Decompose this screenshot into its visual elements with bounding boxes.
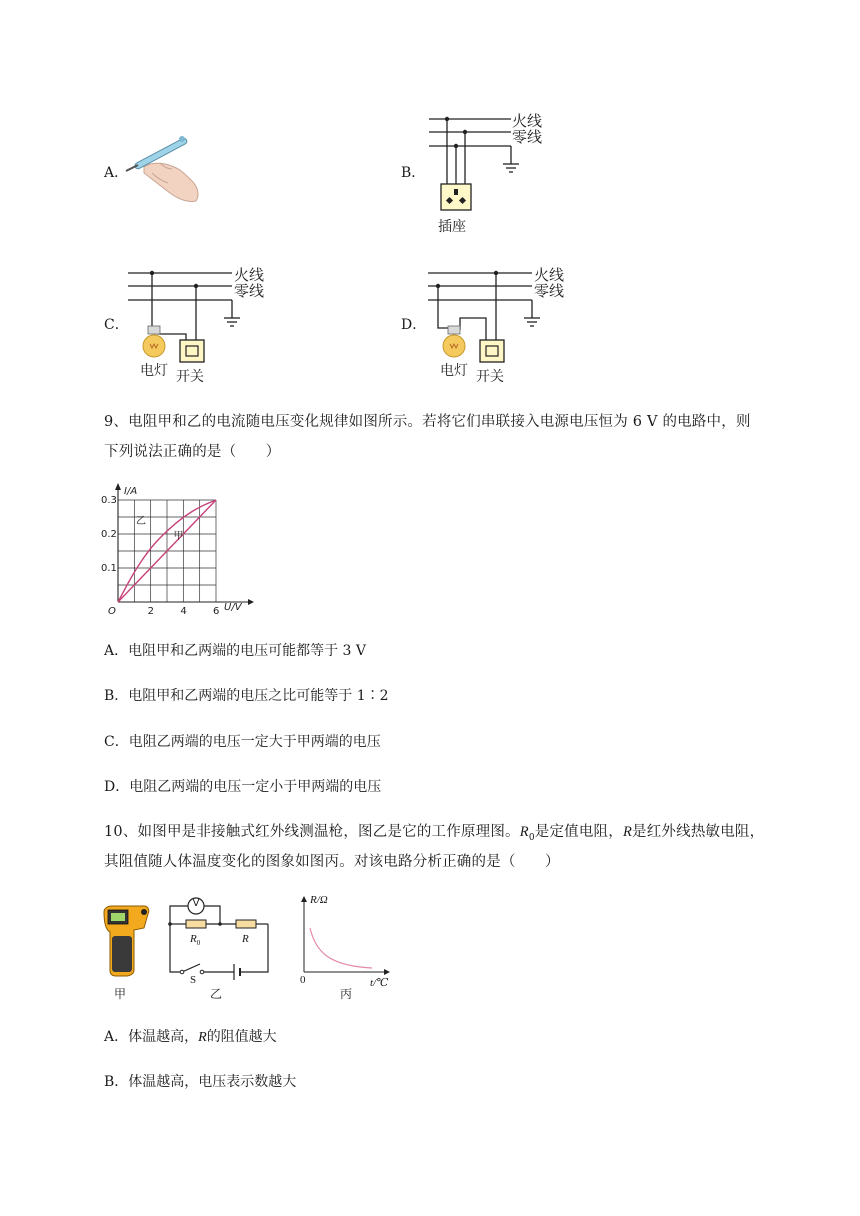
y-tick-label: 0.1	[101, 563, 117, 574]
x-tick-label: 4	[180, 606, 187, 615]
thermometer-circuit-diagram	[164, 892, 276, 984]
y-tick-label: 0.3	[101, 495, 117, 506]
x-tick-label: 6	[213, 606, 220, 615]
question-10-line2: 其阻值随人体温度变化的图象如图丙。对该电路分析正确的是（ ）	[104, 854, 560, 870]
r-axis-label: R/Ω	[310, 894, 328, 906]
x-tick-label: 2	[147, 606, 155, 615]
test-pen-hand-image	[122, 133, 206, 205]
live-wire-label: 火线	[234, 266, 265, 284]
question-9-line2: 下列说法正确的是（ ）	[104, 444, 281, 460]
voltmeter-label: V	[192, 898, 200, 909]
t-axis-label: t/℃	[370, 977, 389, 989]
q9-option-b: B．电阻甲和乙两端的电压之比可能等于 1∶2	[104, 688, 389, 704]
switch-label: 开关	[176, 369, 204, 385]
fig-yi-label: 乙	[210, 987, 223, 1001]
fig-bing-label: 丙	[340, 987, 353, 1001]
q9-option-a: A．电阻甲和乙两端的电压可能都等于 3 V	[104, 643, 367, 659]
live-wire-label: 火线	[512, 112, 543, 130]
q9-option-d: D．电阻乙两端的电压一定小于甲两端的电压	[104, 779, 382, 795]
neutral-wire-label: 零线	[534, 282, 565, 300]
option-d-letter: D．	[401, 317, 427, 333]
socket-label: 插座	[438, 219, 466, 235]
q10-option-b: B．体温越高，电压表示数越大	[104, 1074, 297, 1090]
live-wire-label: 火线	[534, 266, 565, 284]
option-b-letter: B．	[401, 165, 426, 181]
q10-option-a: A．体温越高，R的阻值越大	[104, 1029, 277, 1045]
resistance-curve	[310, 928, 372, 968]
resistance-temperature-graph	[296, 894, 392, 980]
series-label-甲: 甲	[173, 531, 184, 543]
origin-label: O	[108, 606, 116, 615]
lamp-label: 电灯	[140, 363, 168, 379]
lamp-wiring-diagram-d	[424, 262, 549, 368]
x-axis-arrow	[248, 599, 254, 605]
switch-label: 开关	[476, 369, 504, 385]
q9-option-c: C．电阻乙两端的电压一定大于甲两端的电压	[104, 734, 381, 750]
r0-label: $R_0$	[190, 933, 201, 948]
current-voltage-chart	[98, 480, 258, 615]
y-axis-label: I/A	[124, 486, 138, 497]
series-label-乙: 乙	[135, 515, 146, 527]
graph-origin-label: 0	[300, 974, 306, 986]
neutral-wire-label: 零线	[512, 128, 543, 146]
option-a-letter: A．	[104, 165, 129, 181]
y-axis-arrow	[115, 483, 121, 490]
switch-s-label: S	[190, 974, 197, 986]
lamp-label: 电灯	[440, 363, 468, 379]
option-c-letter: C．	[104, 317, 129, 333]
r-label: R	[242, 933, 249, 945]
question-9-line1: 9、电阻甲和乙的电流随电压变化规律如图所示。若将它们串联接入电源电压恒为 6 V 的电路中，则	[104, 414, 751, 430]
y-tick-label: 0.2	[101, 529, 117, 540]
x-axis-label: U/V	[224, 602, 242, 613]
fig-jia-label: 甲	[114, 987, 127, 1001]
infrared-thermometer-image	[100, 902, 152, 978]
lamp-wiring-diagram-c	[124, 262, 249, 368]
question-10-line1: 10、如图甲是非接触式红外线测温枪，图乙是它的工作原理图。$R_0$是定值电阻，R是红外线热敏电阻，	[104, 824, 765, 843]
neutral-wire-label: 零线	[234, 282, 265, 300]
